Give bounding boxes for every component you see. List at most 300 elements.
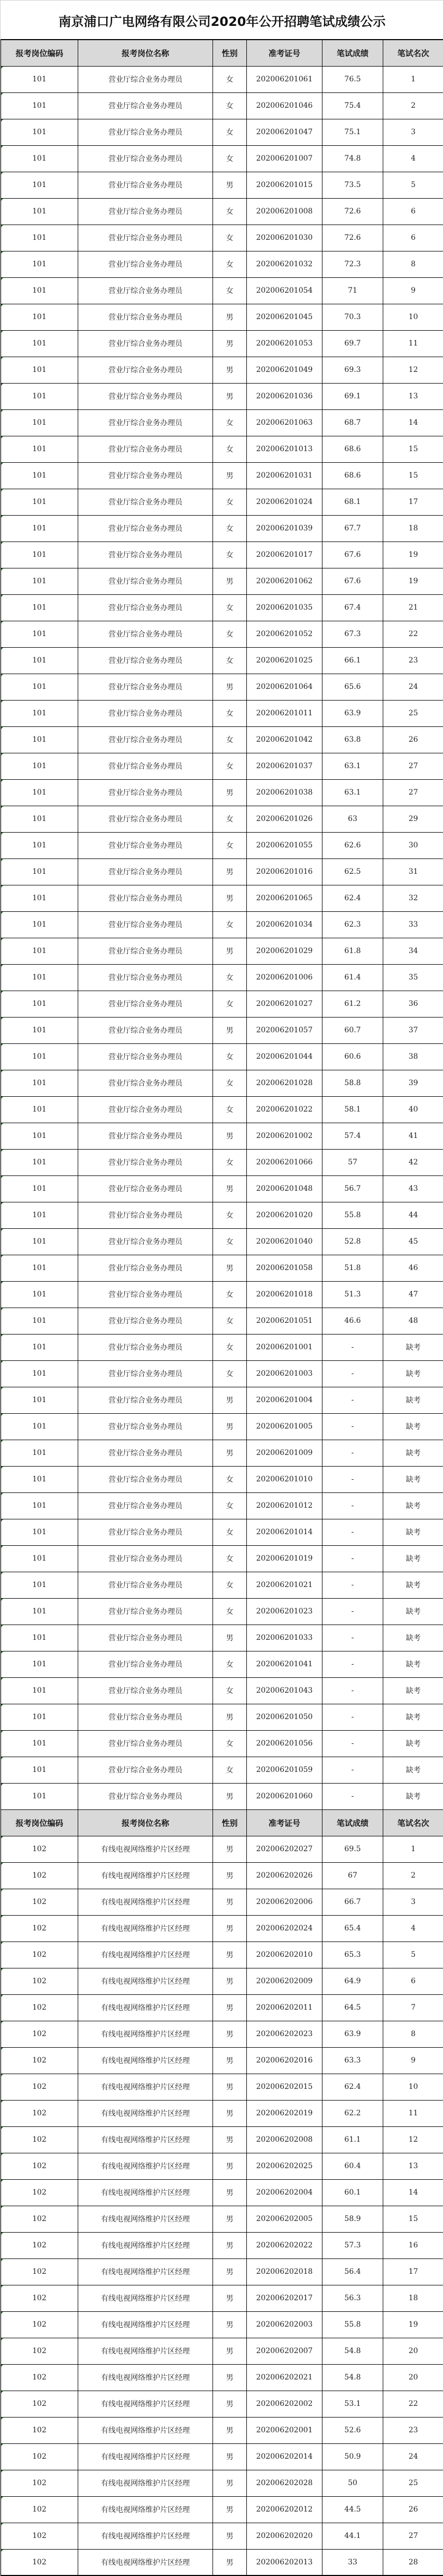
cell-ticket-number: 202006202013 xyxy=(247,2549,322,2575)
cell-position-code: 101 xyxy=(1,1783,78,1809)
cell-position-code: 101 xyxy=(1,1334,78,1360)
cell-ticket-number: 202006201032 xyxy=(247,251,322,277)
cell-position-code: 101 xyxy=(1,92,78,119)
cell-ticket-number: 202006202022 xyxy=(247,2232,322,2258)
cell-gender: 女 xyxy=(213,753,247,779)
cell-position-code: 101 xyxy=(1,383,78,409)
cell-ticket-number: 202006202010 xyxy=(247,1942,322,1968)
cell-position-name: 营业厅综合业务办理员 xyxy=(78,911,213,938)
cell-written-rank: 15 xyxy=(383,436,443,462)
cell-gender: 男 xyxy=(213,304,247,330)
table-row xyxy=(1,726,443,753)
cell-position-name: 营业厅综合业务办理员 xyxy=(78,1017,213,1043)
cell-position-name: 营业厅综合业务办理员 xyxy=(78,1677,213,1704)
cell-position-code: 101 xyxy=(1,1017,78,1043)
results-table-body xyxy=(1,40,443,2575)
table-row xyxy=(1,225,443,251)
cell-written-score: 68.6 xyxy=(322,436,383,462)
cell-position-code: 102 xyxy=(1,2523,78,2549)
cell-written-score: 56.4 xyxy=(322,2258,383,2285)
cell-ticket-number: 202006201020 xyxy=(247,1202,322,1228)
cell-written-score: 63.9 xyxy=(322,700,383,726)
cell-written-score: 61.2 xyxy=(322,991,383,1017)
cell-position-name: 营业厅综合业务办理员 xyxy=(78,594,213,621)
table-row xyxy=(1,277,443,304)
header-col-position-name: 报考岗位名称 xyxy=(78,40,213,66)
cell-position-code: 102 xyxy=(1,2206,78,2232)
table-row xyxy=(1,1757,443,1783)
cell-position-code: 101 xyxy=(1,621,78,647)
table-row xyxy=(1,1149,443,1175)
cell-position-name: 营业厅综合业务办理员 xyxy=(78,304,213,330)
cell-position-name: 营业厅综合业务办理员 xyxy=(78,1598,213,1625)
cell-written-rank: 23 xyxy=(383,647,443,674)
cell-position-code: 101 xyxy=(1,251,78,277)
cell-written-rank: 13 xyxy=(383,383,443,409)
cell-position-name: 有线电视网络维护片区经理 xyxy=(78,2311,213,2338)
cell-written-rank: 24 xyxy=(383,2443,443,2470)
cell-ticket-number: 202006201007 xyxy=(247,145,322,172)
cell-written-rank: 缺考 xyxy=(383,1440,443,1466)
cell-gender: 男 xyxy=(213,2470,247,2496)
cell-written-score: 67.7 xyxy=(322,515,383,542)
cell-ticket-number: 202006202016 xyxy=(247,2047,322,2074)
cell-position-name: 有线电视网络维护片区经理 xyxy=(78,2470,213,2496)
cell-written-score: 62.2 xyxy=(322,2100,383,2126)
table-row xyxy=(1,1730,443,1757)
cell-gender: 男 xyxy=(213,1704,247,1730)
cell-ticket-number: 202006201058 xyxy=(247,1255,322,1281)
table-row xyxy=(1,1942,443,1968)
cell-gender: 男 xyxy=(213,2126,247,2153)
cell-ticket-number: 202006201016 xyxy=(247,858,322,885)
cell-gender: 男 xyxy=(213,2417,247,2443)
cell-position-name: 有线电视网络维护片区经理 xyxy=(78,2549,213,2575)
cell-written-score: - xyxy=(322,1677,383,1704)
cell-gender: 男 xyxy=(213,2074,247,2100)
cell-gender: 男 xyxy=(213,1387,247,1413)
cell-position-name: 营业厅综合业务办理员 xyxy=(78,1281,213,1308)
cell-ticket-number: 202006201025 xyxy=(247,647,322,674)
cell-written-rank: 26 xyxy=(383,2496,443,2523)
cell-gender: 女 xyxy=(213,515,247,542)
cell-ticket-number: 202006202009 xyxy=(247,1968,322,1994)
table-row xyxy=(1,1096,443,1123)
cell-written-rank: 缺考 xyxy=(383,1625,443,1651)
table-row xyxy=(1,753,443,779)
cell-written-score: 46.6 xyxy=(322,1308,383,1334)
cell-ticket-number: 202006201005 xyxy=(247,1413,322,1440)
cell-written-rank: 20 xyxy=(383,2338,443,2364)
cell-written-rank: 27 xyxy=(383,2523,443,2549)
cell-position-code: 102 xyxy=(1,2258,78,2285)
table-row xyxy=(1,1677,443,1704)
cell-gender: 男 xyxy=(213,462,247,489)
cell-gender: 男 xyxy=(213,1968,247,1994)
cell-written-score: 75.4 xyxy=(322,92,383,119)
cell-written-rank: 17 xyxy=(383,2258,443,2285)
cell-gender: 女 xyxy=(213,1149,247,1175)
cell-gender: 女 xyxy=(213,1545,247,1572)
table-row xyxy=(1,2285,443,2311)
table-row xyxy=(1,1228,443,1255)
table-row xyxy=(1,2206,443,2232)
cell-written-score: 72.3 xyxy=(322,251,383,277)
cell-written-rank: 34 xyxy=(383,938,443,964)
cell-gender: 女 xyxy=(213,991,247,1017)
cell-written-score: 57.4 xyxy=(322,1123,383,1149)
cell-position-code: 101 xyxy=(1,1202,78,1228)
cell-written-rank: 22 xyxy=(383,2391,443,2417)
cell-gender: 女 xyxy=(213,92,247,119)
table-row xyxy=(1,1413,443,1440)
cell-written-score: - xyxy=(322,1440,383,1466)
cell-position-name: 营业厅综合业务办理员 xyxy=(78,1202,213,1228)
table-row xyxy=(1,1043,443,1070)
cell-position-code: 101 xyxy=(1,1440,78,1466)
cell-ticket-number: 202006201061 xyxy=(247,66,322,92)
table-row xyxy=(1,1308,443,1334)
cell-written-rank: 21 xyxy=(383,594,443,621)
cell-gender: 女 xyxy=(213,1096,247,1123)
cell-position-name: 有线电视网络维护片区经理 xyxy=(78,2523,213,2549)
cell-position-name: 营业厅综合业务办理员 xyxy=(78,330,213,357)
cell-written-score: 58.8 xyxy=(322,1070,383,1096)
cell-written-score: 61.4 xyxy=(322,964,383,991)
cell-written-score: 68.6 xyxy=(322,462,383,489)
cell-written-score: - xyxy=(322,1334,383,1360)
table-row xyxy=(1,145,443,172)
cell-gender: 女 xyxy=(213,198,247,225)
cell-position-name: 营业厅综合业务办理员 xyxy=(78,66,213,92)
cell-written-rank: 缺考 xyxy=(383,1492,443,1519)
cell-written-score: 44.5 xyxy=(322,2496,383,2523)
cell-gender: 男 xyxy=(213,779,247,806)
cell-written-rank: 43 xyxy=(383,1175,443,1202)
cell-written-score: 51.3 xyxy=(322,1281,383,1308)
cell-written-score: 61.1 xyxy=(322,2126,383,2153)
cell-written-rank: 29 xyxy=(383,806,443,832)
cell-written-rank: 16 xyxy=(383,2232,443,2258)
cell-written-rank: 28 xyxy=(383,2549,443,2575)
cell-ticket-number: 202006201010 xyxy=(247,1466,322,1492)
cell-gender: 女 xyxy=(213,1572,247,1598)
cell-written-score: 50.9 xyxy=(322,2443,383,2470)
cell-gender: 男 xyxy=(213,172,247,198)
table-row xyxy=(1,1387,443,1413)
cell-position-code: 101 xyxy=(1,1281,78,1308)
cell-written-rank: 8 xyxy=(383,251,443,277)
cell-position-name: 营业厅综合业务办理员 xyxy=(78,515,213,542)
table-row xyxy=(1,1625,443,1651)
table-row xyxy=(1,1994,443,2021)
table-row xyxy=(1,647,443,674)
cell-position-code: 101 xyxy=(1,489,78,515)
cell-written-score: 76.5 xyxy=(322,66,383,92)
table-row xyxy=(1,2232,443,2258)
cell-written-rank: 15 xyxy=(383,462,443,489)
table-row xyxy=(1,700,443,726)
table-row xyxy=(1,357,443,383)
table-row xyxy=(1,1360,443,1387)
cell-position-code: 101 xyxy=(1,594,78,621)
cell-position-name: 有线电视网络维护片区经理 xyxy=(78,2391,213,2417)
table-row xyxy=(1,2443,443,2470)
cell-ticket-number: 202006201009 xyxy=(247,1440,322,1466)
cell-ticket-number: 202006201022 xyxy=(247,1096,322,1123)
cell-written-score: 72.6 xyxy=(322,225,383,251)
cell-written-rank: 11 xyxy=(383,330,443,357)
cell-position-name: 有线电视网络维护片区经理 xyxy=(78,2417,213,2443)
table-row xyxy=(1,2364,443,2391)
header-col-position-code: 报考岗位编码 xyxy=(1,1809,78,1836)
cell-written-score: 54.8 xyxy=(322,2338,383,2364)
cell-position-code: 102 xyxy=(1,2047,78,2074)
cell-written-rank: 33 xyxy=(383,911,443,938)
cell-ticket-number: 202006201034 xyxy=(247,911,322,938)
cell-gender: 女 xyxy=(213,1466,247,1492)
cell-ticket-number: 202006201012 xyxy=(247,1492,322,1519)
table-row xyxy=(1,383,443,409)
cell-written-score: 68.7 xyxy=(322,409,383,436)
cell-position-code: 102 xyxy=(1,1862,78,1889)
cell-written-rank: 14 xyxy=(383,2179,443,2206)
cell-ticket-number: 202006201038 xyxy=(247,779,322,806)
table-row xyxy=(1,806,443,832)
cell-position-name: 营业厅综合业务办理员 xyxy=(78,938,213,964)
cell-written-rank: 37 xyxy=(383,1017,443,1043)
header-col-gender: 性别 xyxy=(213,40,247,66)
table-row xyxy=(1,2549,443,2575)
cell-position-code: 101 xyxy=(1,330,78,357)
cell-written-score: 60.4 xyxy=(322,2153,383,2179)
cell-written-score: 64.5 xyxy=(322,1994,383,2021)
cell-ticket-number: 202006202021 xyxy=(247,2364,322,2391)
cell-position-code: 102 xyxy=(1,2153,78,2179)
table-row xyxy=(1,66,443,92)
cell-position-code: 102 xyxy=(1,1968,78,1994)
cell-position-code: 101 xyxy=(1,1730,78,1757)
cell-written-rank: 46 xyxy=(383,1255,443,1281)
cell-written-score: 68.1 xyxy=(322,489,383,515)
cell-written-score: 62.3 xyxy=(322,911,383,938)
cell-gender: 男 xyxy=(213,1440,247,1466)
cell-written-score: - xyxy=(322,1387,383,1413)
cell-position-code: 101 xyxy=(1,1043,78,1070)
cell-position-name: 营业厅综合业务办理员 xyxy=(78,753,213,779)
cell-written-rank: 1 xyxy=(383,66,443,92)
cell-position-name: 营业厅综合业务办理员 xyxy=(78,1730,213,1757)
cell-ticket-number: 202006201042 xyxy=(247,726,322,753)
cell-ticket-number: 202006201050 xyxy=(247,1704,322,1730)
cell-ticket-number: 202006202024 xyxy=(247,1915,322,1942)
cell-gender: 女 xyxy=(213,700,247,726)
cell-written-score: - xyxy=(322,1598,383,1625)
cell-ticket-number: 202006202019 xyxy=(247,2100,322,2126)
cell-position-code: 101 xyxy=(1,542,78,568)
cell-gender: 女 xyxy=(213,409,247,436)
cell-written-score: 55.8 xyxy=(322,2311,383,2338)
cell-ticket-number: 202006202012 xyxy=(247,2496,322,2523)
header-col-position-code: 报考岗位编码 xyxy=(1,40,78,66)
cell-written-score: 58.1 xyxy=(322,1096,383,1123)
cell-written-rank: 9 xyxy=(383,277,443,304)
cell-written-score: 67.4 xyxy=(322,594,383,621)
cell-ticket-number: 202006202025 xyxy=(247,2153,322,2179)
cell-position-name: 营业厅综合业务办理员 xyxy=(78,1466,213,1492)
header-col-gender: 性别 xyxy=(213,1809,247,1836)
cell-gender: 男 xyxy=(213,674,247,700)
cell-gender: 男 xyxy=(213,2496,247,2523)
cell-position-code: 101 xyxy=(1,119,78,145)
cell-position-name: 营业厅综合业务办理员 xyxy=(78,1149,213,1175)
cell-ticket-number: 202006202004 xyxy=(247,2179,322,2206)
cell-ticket-number: 202006201029 xyxy=(247,938,322,964)
cell-gender: 女 xyxy=(213,1228,247,1255)
header-row xyxy=(1,1809,443,1836)
table-row xyxy=(1,2496,443,2523)
table-row xyxy=(1,2258,443,2285)
table-row xyxy=(1,304,443,330)
cell-position-code: 101 xyxy=(1,1519,78,1545)
cell-position-code: 102 xyxy=(1,2179,78,2206)
cell-written-score: 67 xyxy=(322,1862,383,1889)
cell-position-code: 101 xyxy=(1,832,78,858)
cell-ticket-number: 202006201021 xyxy=(247,1572,322,1598)
cell-position-name: 有线电视网络维护片区经理 xyxy=(78,2047,213,2074)
cell-written-score: - xyxy=(322,1783,383,1809)
cell-position-name: 有线电视网络维护片区经理 xyxy=(78,2126,213,2153)
cell-written-rank: 41 xyxy=(383,1123,443,1149)
cell-written-rank: 14 xyxy=(383,409,443,436)
cell-position-code: 101 xyxy=(1,1598,78,1625)
cell-written-rank: 18 xyxy=(383,2285,443,2311)
cell-position-code: 102 xyxy=(1,2470,78,2496)
cell-gender: 女 xyxy=(213,1360,247,1387)
table-row xyxy=(1,489,443,515)
cell-position-name: 营业厅综合业务办理员 xyxy=(78,1387,213,1413)
cell-position-name: 营业厅综合业务办理员 xyxy=(78,1360,213,1387)
cell-written-score: 67.3 xyxy=(322,621,383,647)
cell-gender: 女 xyxy=(213,1070,247,1096)
cell-written-rank: 3 xyxy=(383,1889,443,1915)
cell-written-score: 33 xyxy=(322,2549,383,2575)
table-row xyxy=(1,2126,443,2153)
cell-position-name: 营业厅综合业务办理员 xyxy=(78,1175,213,1202)
cell-position-code: 101 xyxy=(1,885,78,911)
cell-gender: 女 xyxy=(213,621,247,647)
cell-position-name: 营业厅综合业务办理员 xyxy=(78,858,213,885)
cell-written-score: 63.9 xyxy=(322,2021,383,2047)
cell-position-code: 101 xyxy=(1,304,78,330)
cell-written-rank: 12 xyxy=(383,2126,443,2153)
table-row xyxy=(1,964,443,991)
cell-position-code: 101 xyxy=(1,700,78,726)
cell-position-code: 102 xyxy=(1,1994,78,2021)
cell-written-rank: 缺考 xyxy=(383,1334,443,1360)
cell-position-code: 101 xyxy=(1,1175,78,1202)
cell-position-name: 营业厅综合业务办理员 xyxy=(78,806,213,832)
cell-gender: 男 xyxy=(213,1836,247,1862)
table-row xyxy=(1,2391,443,2417)
cell-position-name: 营业厅综合业务办理员 xyxy=(78,1440,213,1466)
cell-gender: 女 xyxy=(213,911,247,938)
table-row xyxy=(1,1783,443,1809)
cell-ticket-number: 202006201048 xyxy=(247,1175,322,1202)
cell-gender: 女 xyxy=(213,964,247,991)
cell-position-name: 有线电视网络维护片区经理 xyxy=(78,2179,213,2206)
cell-gender: 男 xyxy=(213,357,247,383)
cell-position-name: 营业厅综合业务办理员 xyxy=(78,700,213,726)
table-row xyxy=(1,2311,443,2338)
cell-ticket-number: 202006201036 xyxy=(247,383,322,409)
cell-written-rank: 32 xyxy=(383,885,443,911)
cell-gender: 女 xyxy=(213,251,247,277)
cell-ticket-number: 202006201003 xyxy=(247,1360,322,1387)
cell-written-score: 74.8 xyxy=(322,145,383,172)
cell-position-name: 营业厅综合业务办理员 xyxy=(78,1704,213,1730)
cell-ticket-number: 202006201056 xyxy=(247,1730,322,1757)
cell-written-rank: 1 xyxy=(383,1836,443,1862)
cell-written-score: 57 xyxy=(322,1149,383,1175)
cell-ticket-number: 202006201060 xyxy=(247,1783,322,1809)
cell-position-name: 营业厅综合业务办理员 xyxy=(78,462,213,489)
cell-written-score: 61.8 xyxy=(322,938,383,964)
cell-written-rank: 缺考 xyxy=(383,1651,443,1677)
cell-position-code: 101 xyxy=(1,753,78,779)
cell-position-name: 有线电视网络维护片区经理 xyxy=(78,2074,213,2100)
cell-position-code: 101 xyxy=(1,1149,78,1175)
cell-position-code: 102 xyxy=(1,1915,78,1942)
cell-written-rank: 缺考 xyxy=(383,1783,443,1809)
cell-written-rank: 13 xyxy=(383,2153,443,2179)
cell-gender: 男 xyxy=(213,2047,247,2074)
cell-gender: 男 xyxy=(213,938,247,964)
cell-written-rank: 9 xyxy=(383,2047,443,2074)
cell-position-code: 101 xyxy=(1,1228,78,1255)
cell-position-name: 有线电视网络维护片区经理 xyxy=(78,1994,213,2021)
cell-ticket-number: 202006202008 xyxy=(247,2126,322,2153)
cell-position-name: 营业厅综合业务办理员 xyxy=(78,225,213,251)
cell-ticket-number: 202006201008 xyxy=(247,198,322,225)
header-col-written-score: 笔试成绩 xyxy=(322,1809,383,1836)
cell-gender: 女 xyxy=(213,1308,247,1334)
cell-written-score: 56.3 xyxy=(322,2285,383,2311)
cell-position-name: 有线电视网络维护片区经理 xyxy=(78,1968,213,1994)
cell-position-code: 102 xyxy=(1,2100,78,2126)
cell-gender: 男 xyxy=(213,330,247,357)
cell-position-name: 营业厅综合业务办理员 xyxy=(78,1123,213,1149)
cell-position-name: 营业厅综合业务办理员 xyxy=(78,1492,213,1519)
cell-written-rank: 24 xyxy=(383,674,443,700)
cell-gender: 女 xyxy=(213,726,247,753)
cell-written-score: 57.3 xyxy=(322,2232,383,2258)
table-row xyxy=(1,92,443,119)
cell-position-code: 101 xyxy=(1,1466,78,1492)
table-row xyxy=(1,2047,443,2074)
cell-gender: 男 xyxy=(213,1017,247,1043)
cell-written-rank: 8 xyxy=(383,2021,443,2047)
cell-written-rank: 27 xyxy=(383,753,443,779)
table-row xyxy=(1,1836,443,1862)
cell-ticket-number: 202006201019 xyxy=(247,1545,322,1572)
cell-position-name: 营业厅综合业务办理员 xyxy=(78,1413,213,1440)
table-row xyxy=(1,409,443,436)
cell-written-rank: 18 xyxy=(383,515,443,542)
table-row xyxy=(1,2470,443,2496)
table-row xyxy=(1,515,443,542)
cell-position-code: 101 xyxy=(1,991,78,1017)
